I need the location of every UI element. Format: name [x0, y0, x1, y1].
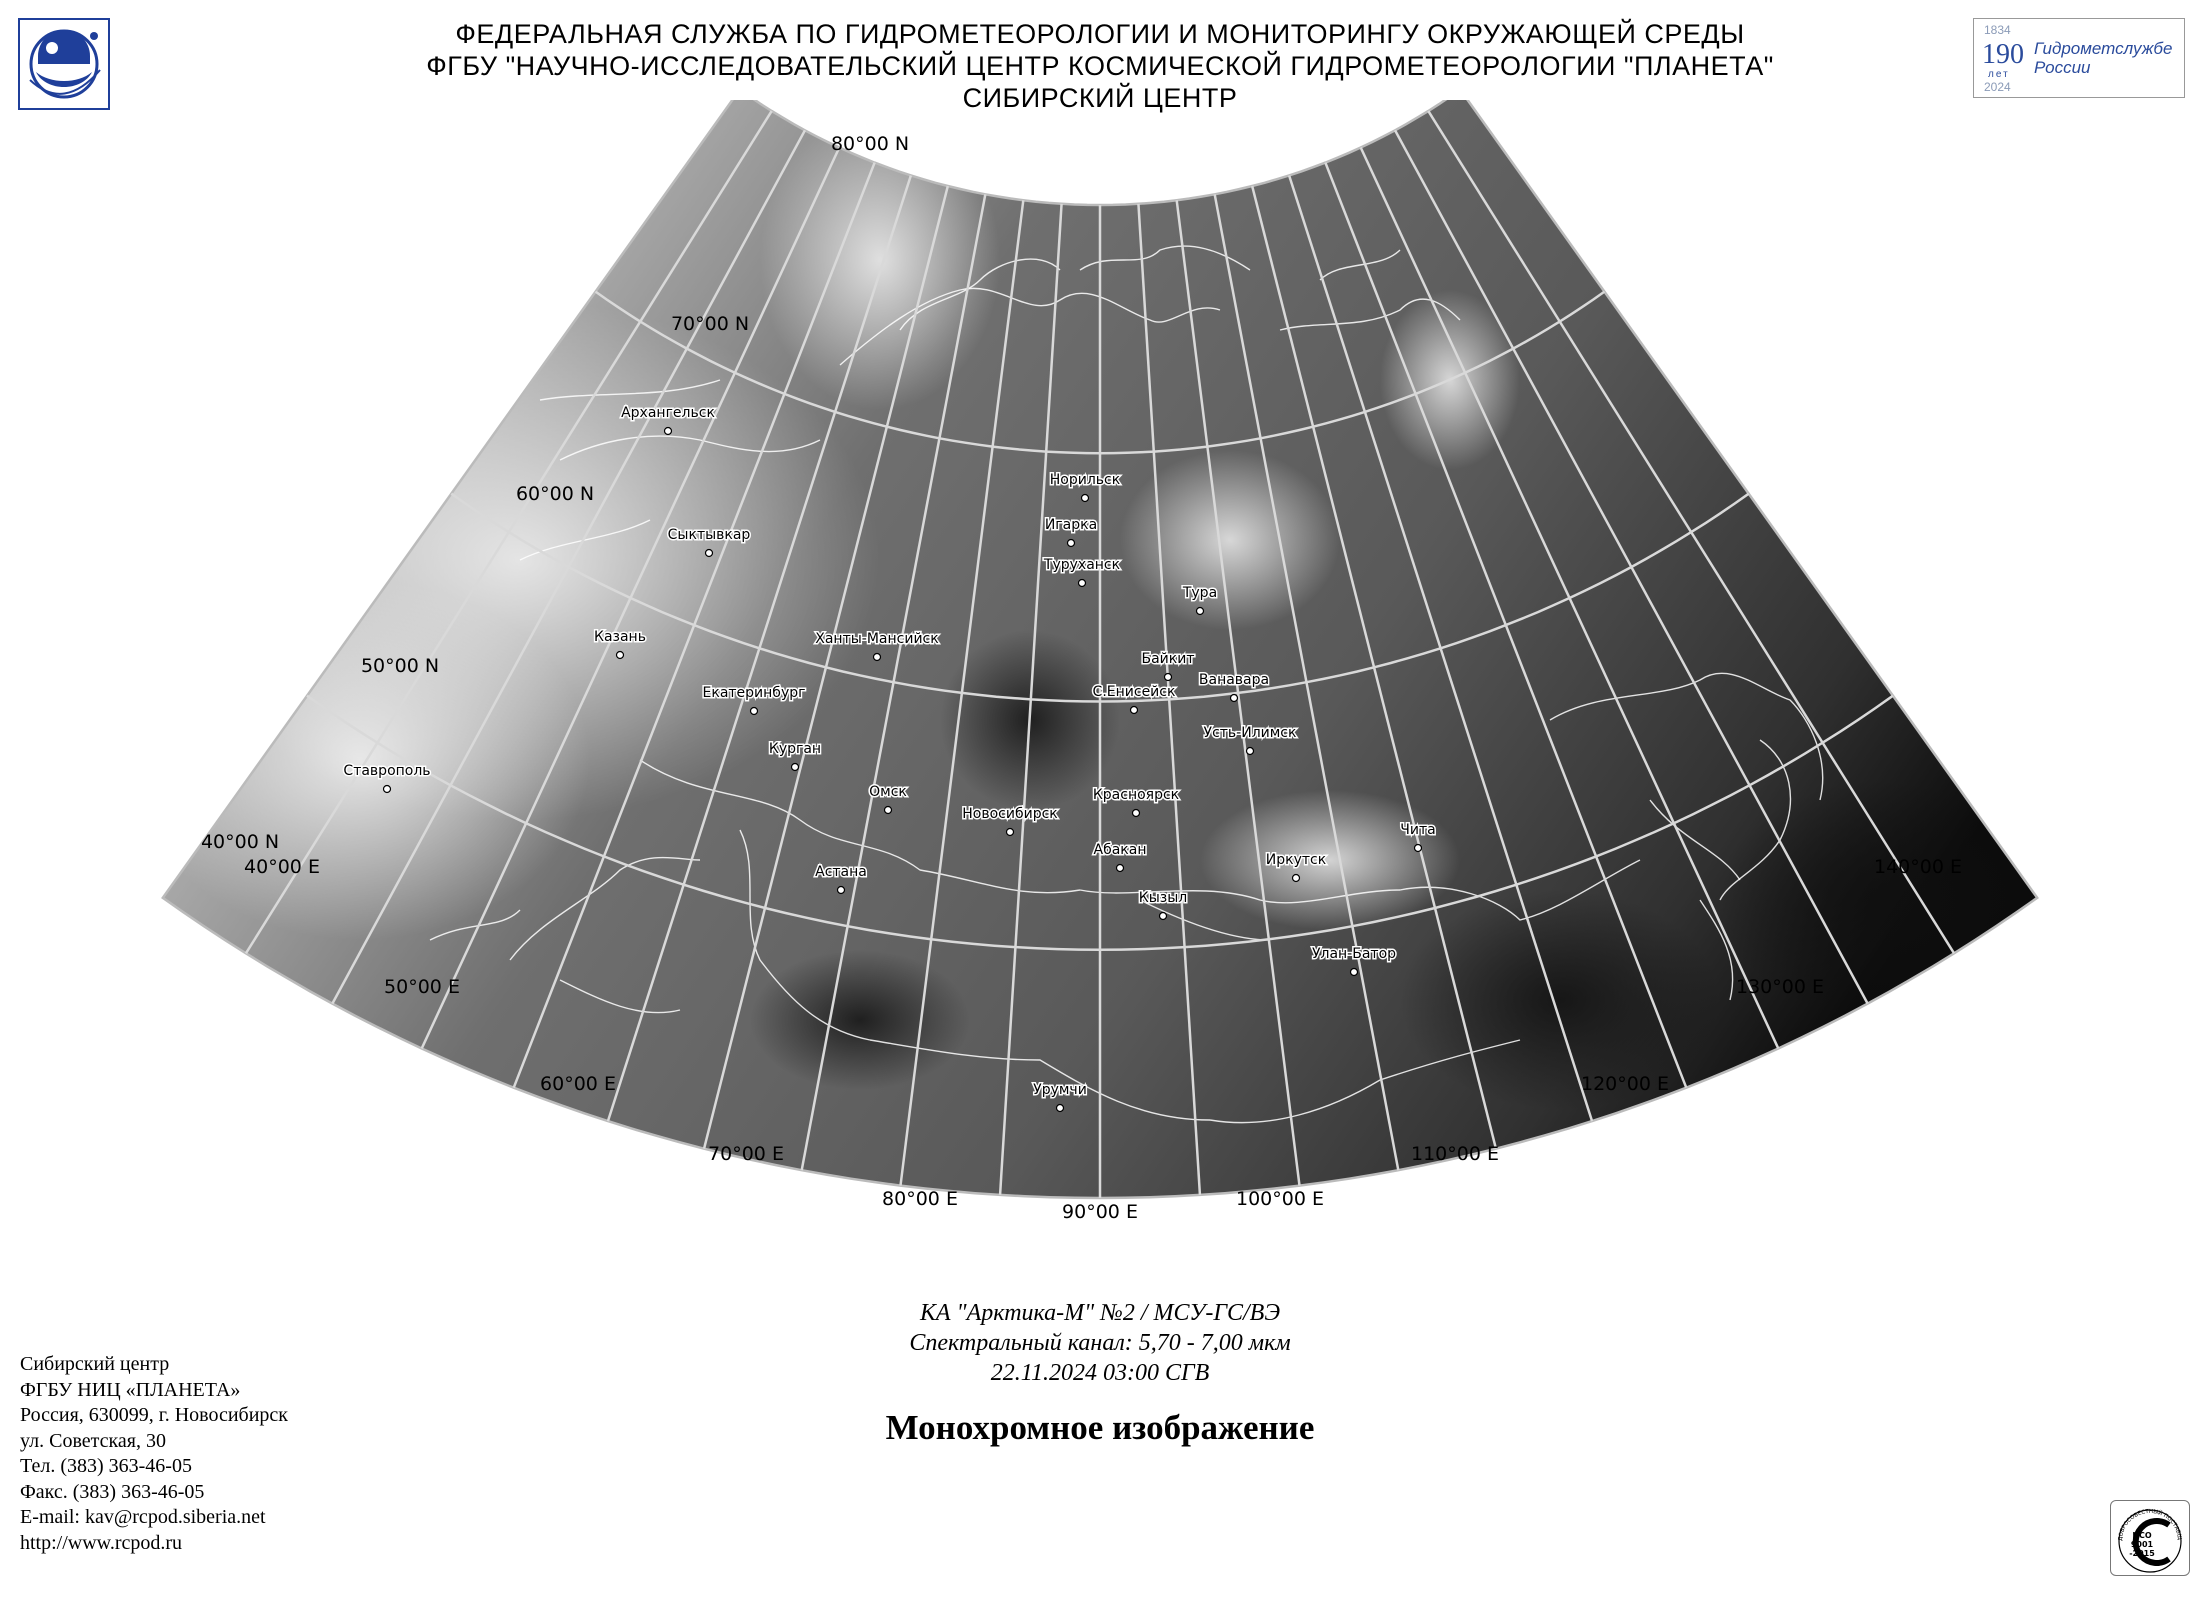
anniversary-number: 190	[1982, 39, 2024, 70]
city-dot	[1082, 495, 1089, 502]
longitude-label: 50°00 E	[384, 976, 460, 998]
city-dot	[1247, 748, 1254, 755]
city-dot	[838, 887, 845, 894]
latitude-label: 40°00 N	[200, 831, 280, 853]
city-label: Тура	[1182, 585, 1218, 601]
city-label: Кызыл	[1138, 890, 1188, 906]
city-label: Ханты-Мансийск	[815, 631, 939, 647]
latitude-label: 50°00 N	[360, 655, 440, 677]
longitude-label: 130°00 E	[1736, 976, 1824, 998]
anniversary-text-line1: Гидрометслужбе	[2034, 39, 2173, 58]
anniversary-word: лет	[1988, 69, 2010, 80]
contact-org: Сибирский центр	[20, 1353, 170, 1375]
image-title: Монохромное изображение	[885, 1408, 1315, 1447]
contact-address-street: ул. Советская, 30	[20, 1429, 166, 1452]
city-dot	[792, 764, 799, 771]
city-dot	[751, 708, 758, 715]
city-label: Ставрополь	[343, 763, 431, 779]
city-label: Норильск	[1049, 472, 1121, 488]
image-captions	[0, 1298, 2200, 1448]
latitude-label: 60°00 N	[515, 483, 595, 505]
contact-org-full: ФГБУ НИЦ «ПЛАНЕТА»	[20, 1378, 241, 1401]
city-label: Туруханск	[1043, 557, 1121, 573]
anniversary-logo	[1973, 18, 2185, 98]
city-dot	[1079, 580, 1086, 587]
city-label: Игарка	[1044, 517, 1098, 533]
header-line-institute: ФГБУ "НАУЧНО-ИССЛЕДОВАТЕЛЬСКИЙ ЦЕНТР КОСМИЧЕСКОЙ ГИДРОМЕТЕОРОЛОГИИ "ПЛАНЕТА"	[426, 51, 1774, 81]
city-label: Курган	[768, 741, 822, 757]
city-dot	[885, 807, 892, 814]
city-dot	[1007, 829, 1014, 836]
satellite-map	[0, 100, 2200, 1240]
city-dot	[1133, 810, 1140, 817]
anniversary-year-end: 2024	[1984, 80, 2011, 94]
city-label: Абакан	[1093, 842, 1147, 858]
contact-fax: Факс. (383) 363-46-05	[20, 1480, 205, 1503]
city-dot	[1415, 845, 1422, 852]
longitude-label: 100°00 E	[1236, 1188, 1324, 1210]
header-line-agency: ФЕДЕРАЛЬНАЯ СЛУЖБА ПО ГИДРОМЕТЕОРОЛОГИИ И МОНИТОРИНГУ ОКРУЖАЮЩЕЙ СРЕДЫ	[455, 19, 1745, 49]
city-label: Улан-Батор	[1311, 946, 1397, 962]
contact-phone: Тел. (383) 363-46-05	[20, 1455, 192, 1477]
city-label: Новосибирск	[962, 806, 1058, 822]
city-dot	[1231, 695, 1238, 702]
caption-datetime: 22.11.2024 03:00 СГВ	[990, 1360, 1210, 1386]
longitude-label: 110°00 E	[1411, 1143, 1499, 1165]
iso-line1: ИСО	[2132, 1531, 2152, 1540]
city-dot	[1351, 969, 1358, 976]
city-label: Ванавара	[1198, 672, 1270, 688]
city-label: Усть-Илимск	[1203, 725, 1297, 741]
city-label: С.Енисейск	[1092, 684, 1176, 700]
longitude-label: 40°00 E	[244, 856, 320, 878]
longitude-label: 70°00 E	[708, 1143, 784, 1165]
iso-ring-text: ДОБРОСОВЕСТНЫЙ ПОСТАВЩ	[2117, 1508, 2183, 1542]
iso-line3: -2015	[2129, 1549, 2155, 1558]
city-label: Чита	[1400, 822, 1436, 838]
contact-email: E-mail: kav@rcpod.siberia.net	[20, 1506, 266, 1528]
longitude-label: 60°00 E	[540, 1073, 616, 1095]
anniversary-year-start: 1834	[1984, 23, 2011, 37]
city-label: Урумчи	[1033, 1082, 1087, 1098]
anniversary-text	[2034, 39, 2172, 77]
city-dot	[617, 652, 624, 659]
city-label: Архангельск	[621, 405, 715, 421]
city-label: Екатеринбург	[702, 685, 806, 701]
city-label: Казань	[594, 629, 646, 645]
city-dot	[1197, 608, 1204, 615]
city-label: Иркутск	[1265, 852, 1327, 868]
city-dot	[1293, 875, 1300, 882]
city-dot	[665, 428, 672, 435]
city-dot	[1068, 540, 1075, 547]
header-line-center: СИБИРСКИЙ ЦЕНТР	[962, 83, 1238, 113]
contact-website: http://www.rcpod.ru	[20, 1531, 183, 1554]
city-dot	[1165, 674, 1172, 681]
longitude-label: 120°00 E	[1581, 1073, 1669, 1095]
contact-info	[20, 1352, 288, 1556]
longitude-label: 140°00 E	[1874, 856, 1962, 878]
city-dot	[1131, 707, 1138, 714]
city-dot	[1160, 913, 1167, 920]
iso-certificate-badge	[2110, 1500, 2190, 1576]
caption-channel: Спектральный канал: 5,70 - 7,00 мкм	[909, 1330, 1291, 1356]
caption-satellite: КА "Арктика-М" №2 / МСУ-ГС/ВЭ	[919, 1300, 1281, 1326]
latitude-label: 70°00 N	[670, 313, 750, 335]
iso-line2: 9001	[2130, 1540, 2154, 1549]
city-label: Байкит	[1141, 651, 1195, 667]
anniversary-text-line2: России	[2034, 58, 2091, 77]
latitude-label: 80°00 N	[830, 133, 910, 155]
city-dot	[1117, 865, 1124, 872]
city-label: Красноярск	[1092, 787, 1180, 803]
city-label: Омск	[869, 784, 907, 800]
city-label: Астана	[815, 864, 867, 880]
city-dot	[874, 654, 881, 661]
city-dot	[384, 786, 391, 793]
contact-address-city: Россия, 630099, г. Новосибирск	[20, 1404, 289, 1426]
city-label: Сыктывкар	[667, 527, 751, 543]
longitude-label: 90°00 E	[1062, 1201, 1138, 1223]
city-dot	[1057, 1105, 1064, 1112]
longitude-label: 80°00 E	[882, 1188, 958, 1210]
city-dot	[706, 550, 713, 557]
